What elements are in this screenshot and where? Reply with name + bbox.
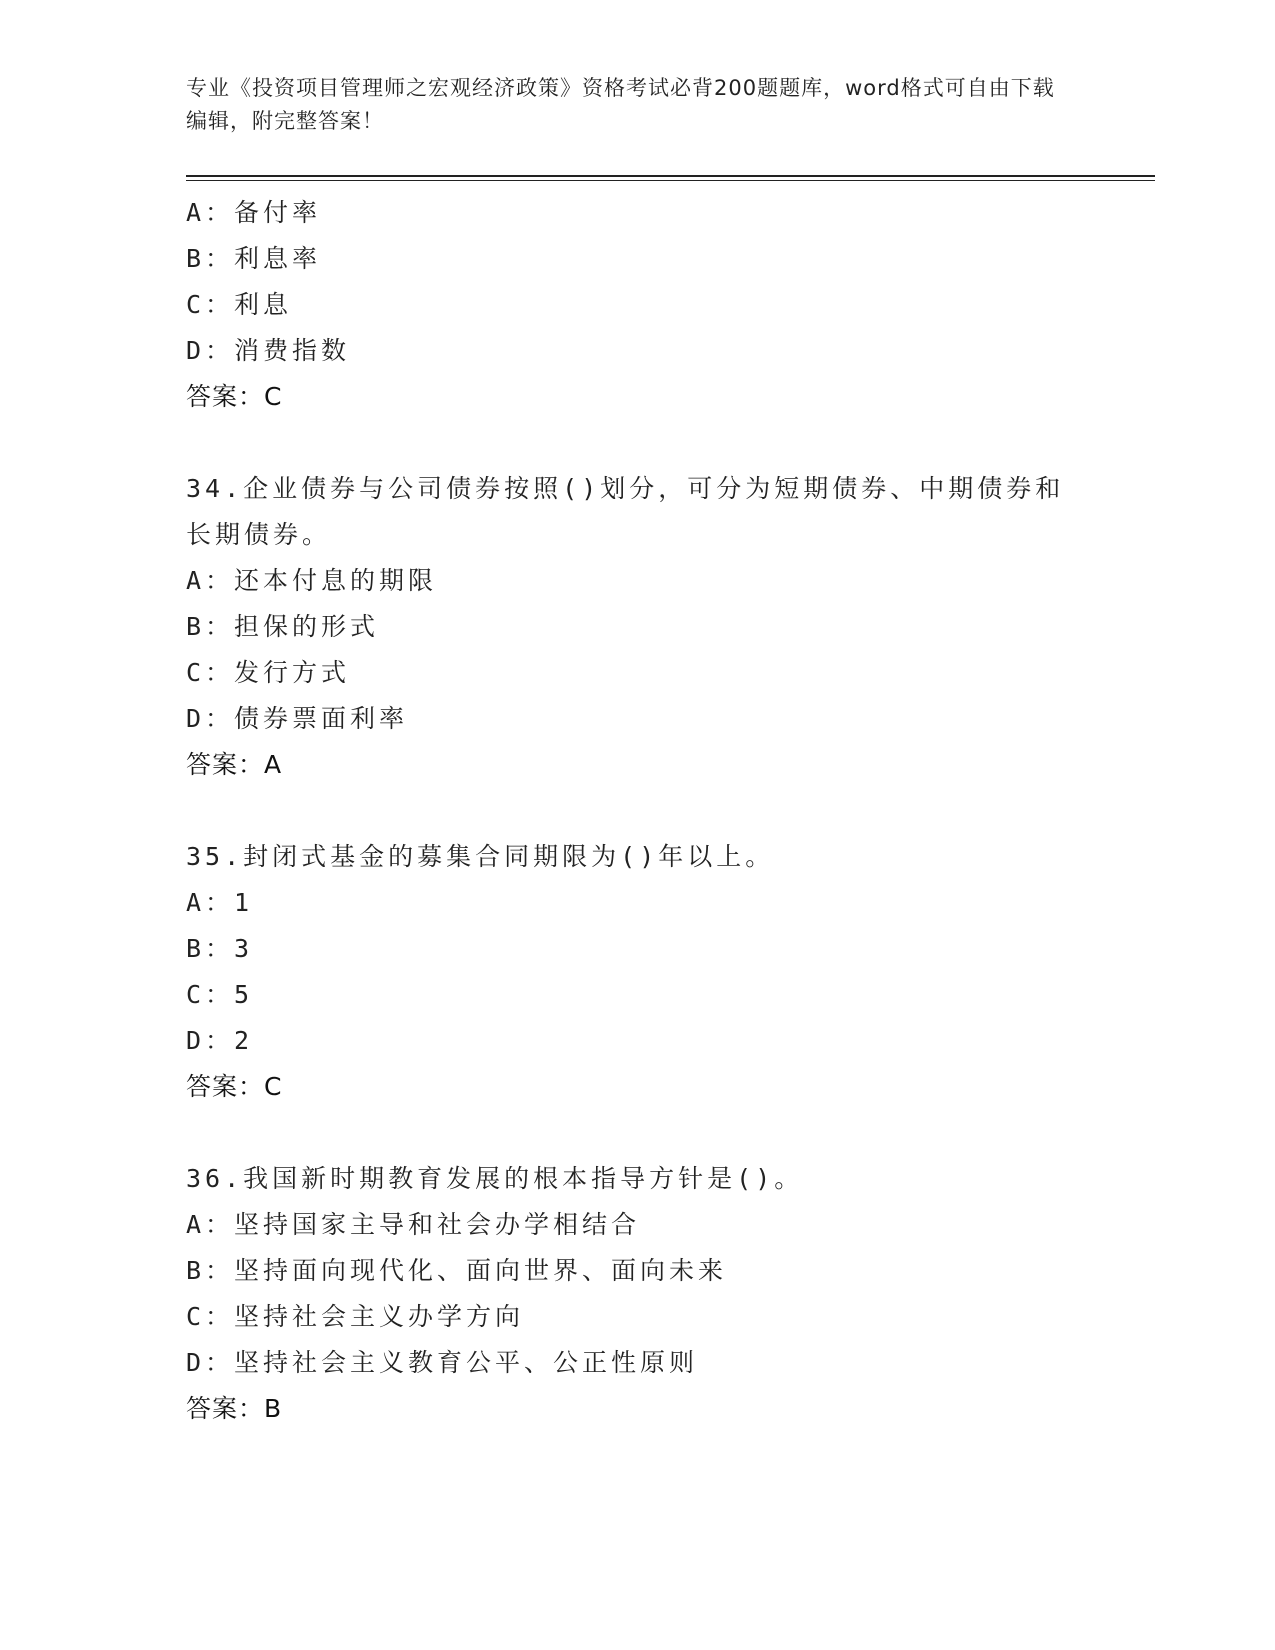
option-c: C：5 xyxy=(186,980,254,1009)
spacer xyxy=(186,420,1086,466)
option-b: B：利息率 xyxy=(186,244,322,273)
option-b: B：担保的形式 xyxy=(186,612,380,641)
question-36 xyxy=(186,1156,1086,1432)
option-d: D：2 xyxy=(186,1026,254,1055)
question-35 xyxy=(186,834,1086,1110)
question-list xyxy=(186,190,1086,1432)
option-a: A：坚持国家主导和社会办学相结合 xyxy=(186,1210,641,1239)
option-a: A：1 xyxy=(186,888,254,917)
option-a: A：备付率 xyxy=(186,198,322,227)
answer-line: 答案：C xyxy=(186,382,283,411)
option-b: B：坚持面向现代化、面向世界、面向未来 xyxy=(186,1256,728,1285)
question-text: 35.封闭式基金的募集合同期限为()年以上。 xyxy=(186,842,775,871)
header-divider-thick xyxy=(186,175,1155,177)
answer-line: 答案：A xyxy=(186,750,283,779)
answer-line: 答案：B xyxy=(186,1394,283,1423)
question-33-partial xyxy=(186,190,1086,420)
option-c: C：发行方式 xyxy=(186,658,351,687)
option-d: D：消费指数 xyxy=(186,336,351,365)
header-divider-thin xyxy=(186,180,1155,181)
option-c: C：坚持社会主义办学方向 xyxy=(186,1302,525,1331)
spacer xyxy=(186,788,1086,834)
option-a: A：还本付息的期限 xyxy=(186,566,438,595)
question-text: 34.企业债券与公司债券按照()划分，可分为短期债券、中期债券和长期债券。 xyxy=(186,474,1065,549)
document-header-title: 专业《投资项目管理师之宏观经济政策》资格考试必背200题题库，word格式可自由下载编辑，附完整答案！ xyxy=(186,76,1055,133)
spacer xyxy=(186,1110,1086,1156)
option-c: C：利息 xyxy=(186,290,293,319)
question-34 xyxy=(186,466,1086,788)
question-text: 36.我国新时期教育发展的根本指导方针是()。 xyxy=(186,1164,804,1193)
option-d: D：坚持社会主义教育公平、公正性原则 xyxy=(186,1348,699,1377)
option-d: D：债券票面利率 xyxy=(186,704,409,733)
answer-line: 答案：C xyxy=(186,1072,283,1101)
option-b: B：3 xyxy=(186,934,254,963)
